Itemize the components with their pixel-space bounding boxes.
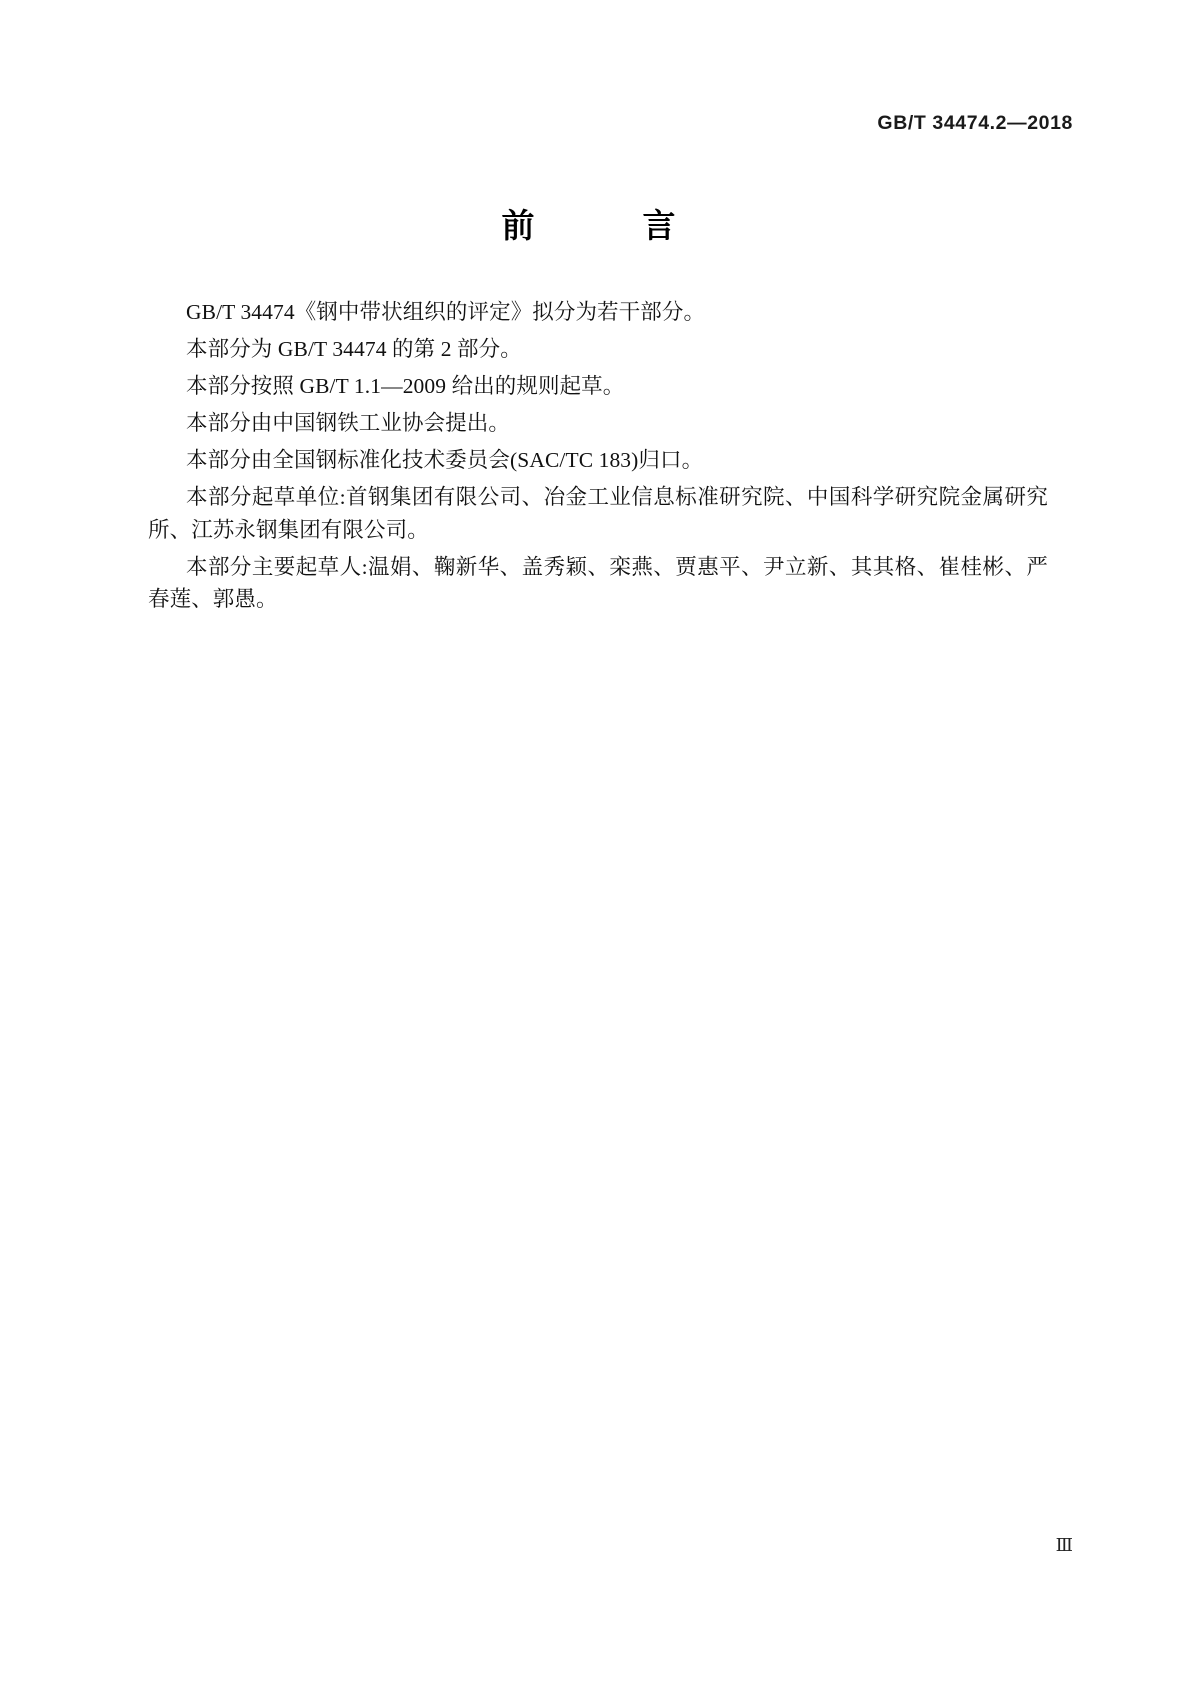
page-title: 前 言 — [501, 206, 690, 245]
paragraph: 本部分由全国钢标准化技术委员会(SAC/TC 183)归口。 — [186, 448, 704, 472]
paragraph: 本部分按照 GB/T 1.1—2009 给出的规则起草。 — [186, 374, 625, 398]
paragraph: 本部分由中国钢铁工业协会提出。 — [186, 411, 511, 435]
paragraph: GB/T 34474《钢中带状组织的评定》拟分为若干部分。 — [186, 300, 706, 324]
page-header-standard-code: GB/T 34474.2—2018 — [877, 112, 1073, 134]
paragraph: 本部分起草单位:首钢集团有限公司、冶金工业信息标准研究院、中国科学研究院金属研究所、江苏永钢集团有限公司。 — [148, 485, 1048, 542]
foreword-body — [148, 296, 1048, 620]
paragraph: 本部分主要起草人:温娟、鞠新华、盖秀颖、栾燕、贾惠平、尹立新、其其格、崔桂彬、严春莲、郭愚。 — [148, 554, 1048, 611]
page-number: Ⅲ — [1055, 1535, 1073, 1555]
paragraph: 本部分为 GB/T 34474 的第 2 部分。 — [186, 337, 522, 361]
